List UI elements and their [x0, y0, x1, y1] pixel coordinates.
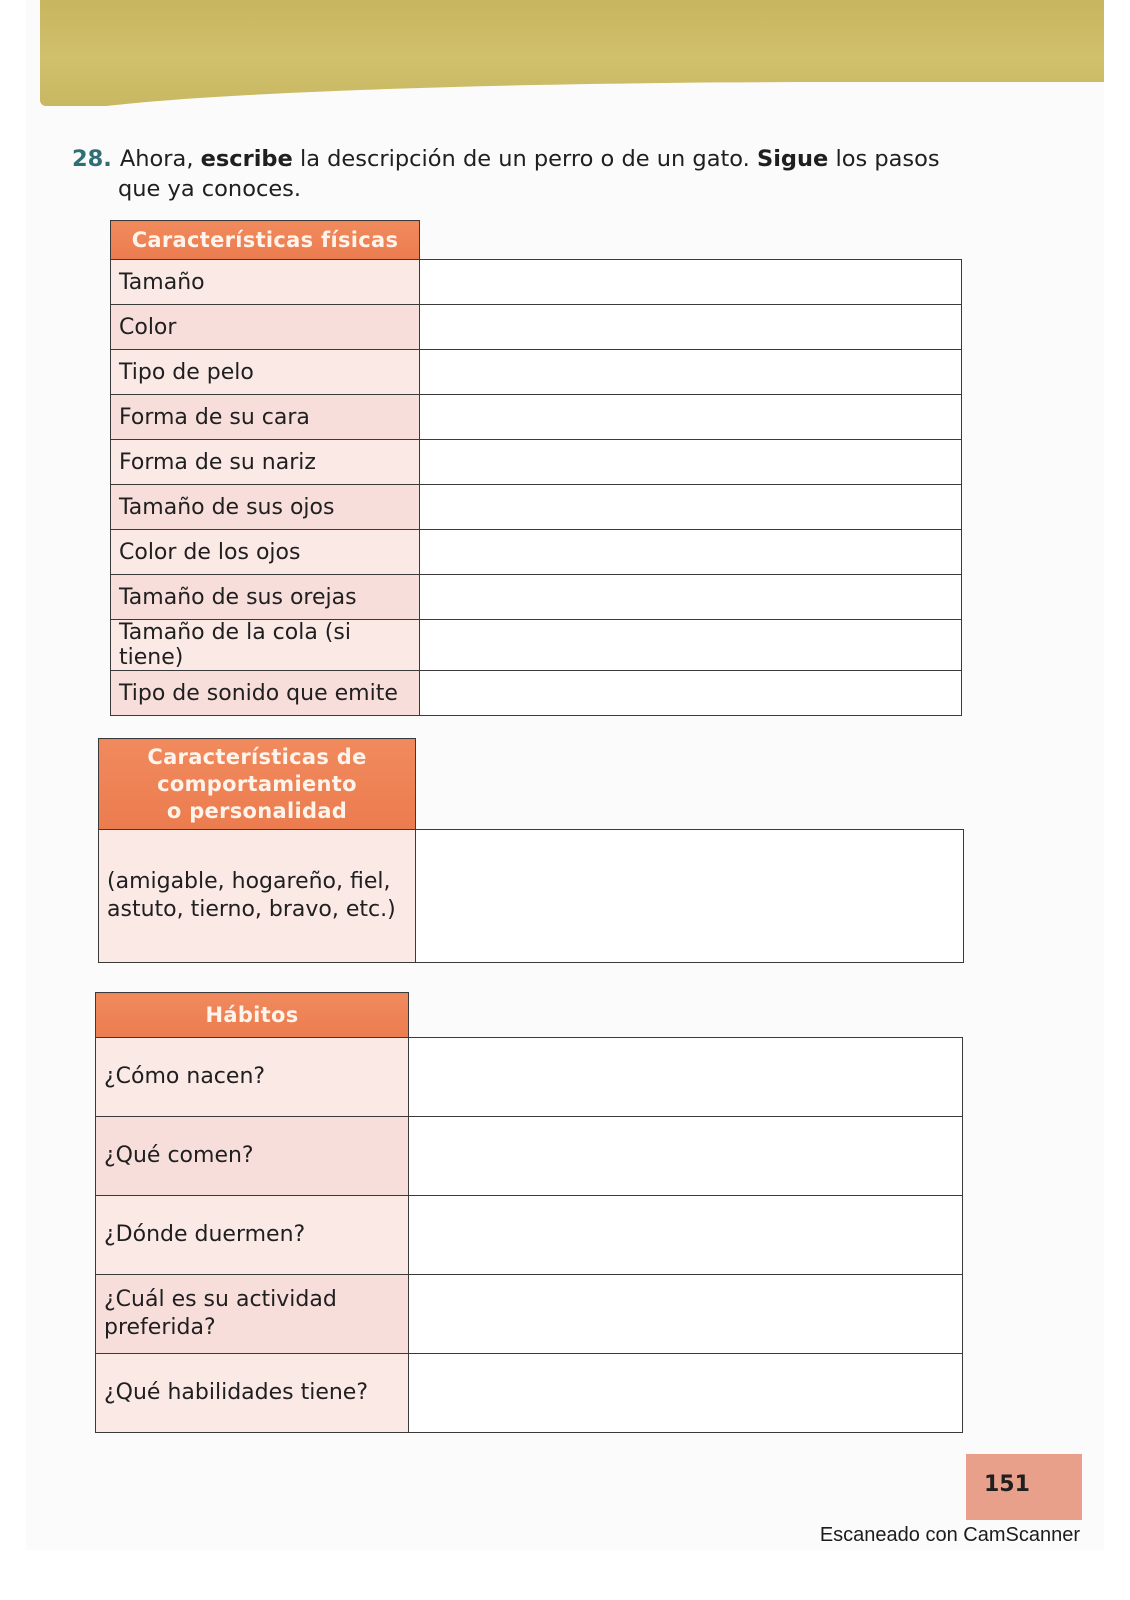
answer-cell[interactable]	[420, 671, 962, 716]
row-label: Color	[111, 305, 420, 350]
answer-cell[interactable]	[420, 530, 962, 575]
exercise-number: 28.	[72, 146, 112, 172]
answer-cell[interactable]	[409, 1196, 963, 1275]
table-row	[96, 1117, 963, 1196]
answer-cell[interactable]	[409, 1038, 963, 1117]
answer-cell[interactable]	[420, 350, 962, 395]
page-number: 151	[984, 1472, 1030, 1497]
row-label: Tipo de pelo	[111, 350, 420, 395]
table-row	[111, 260, 962, 305]
table-row	[111, 305, 962, 350]
row-label: Tamaño de sus orejas	[111, 575, 420, 620]
answer-cell[interactable]	[420, 620, 962, 671]
answer-cell[interactable]	[420, 575, 962, 620]
table-row	[111, 575, 962, 620]
table-row	[96, 1354, 963, 1433]
habits-header: Hábitos	[96, 993, 409, 1038]
behavior-header: Características de comportamiento o personalidad	[99, 739, 416, 830]
row-label: Color de los ojos	[111, 530, 420, 575]
table-row	[96, 1038, 963, 1117]
table-row	[111, 530, 962, 575]
table-row	[111, 350, 962, 395]
answer-cell[interactable]	[409, 1117, 963, 1196]
row-label: Tamaño de la cola (si tiene)	[111, 620, 420, 671]
answer-cell[interactable]	[420, 260, 962, 305]
table-row	[111, 620, 962, 671]
row-label: ¿Cómo nacen?	[96, 1038, 409, 1117]
row-label: (amigable, hogareño, fiel, astuto, tierno, bravo, etc.)	[99, 830, 416, 963]
physical-traits-header: Características físicas	[111, 221, 420, 260]
table-row	[111, 395, 962, 440]
answer-cell[interactable]	[420, 395, 962, 440]
row-label: ¿Dónde duermen?	[96, 1196, 409, 1275]
answer-cell[interactable]	[416, 830, 964, 963]
table-row	[99, 830, 964, 963]
table-row	[111, 485, 962, 530]
table-row	[96, 1275, 963, 1354]
scanner-watermark: Escaneado con CamScanner	[819, 1524, 1080, 1546]
table-row	[96, 1196, 963, 1275]
answer-cell[interactable]	[420, 485, 962, 530]
row-label: Tipo de sonido que emite	[111, 671, 420, 716]
answer-cell[interactable]	[409, 1275, 963, 1354]
behavior-table	[98, 738, 964, 963]
row-label: Forma de su nariz	[111, 440, 420, 485]
row-label: ¿Cuál es su actividad preferida?	[96, 1275, 409, 1354]
answer-cell[interactable]	[420, 440, 962, 485]
answer-cell[interactable]	[409, 1354, 963, 1433]
row-label: ¿Qué comen?	[96, 1117, 409, 1196]
habits-table	[95, 992, 963, 1433]
exercise-instruction: 28. Ahora, escribe la descripción de un perro o de un gato. Sigue los pasos que ya conoces.	[72, 146, 940, 202]
row-label: Tamaño de sus ojos	[111, 485, 420, 530]
answer-cell[interactable]	[420, 305, 962, 350]
physical-traits-table	[110, 220, 962, 716]
row-label: ¿Qué habilidades tiene?	[96, 1354, 409, 1433]
row-label: Tamaño	[111, 260, 420, 305]
table-row	[111, 440, 962, 485]
page-number-tab	[966, 1454, 1082, 1520]
row-label: Forma de su cara	[111, 395, 420, 440]
table-row	[111, 671, 962, 716]
